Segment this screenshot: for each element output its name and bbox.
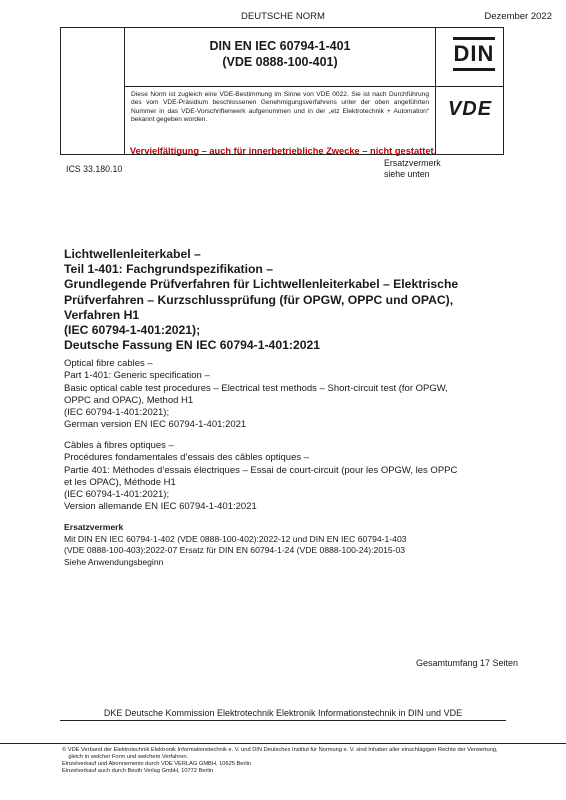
footer-line: Einzelverkauf und Abonnements durch VDE VERLAG GMBH, 10625 Berlin <box>62 761 252 768</box>
document-number-line1: DIN EN IEC 60794-1-401 <box>209 39 351 53</box>
title-fr-line: (IEC 60794-1-401:2021); <box>64 489 170 501</box>
ersatzvermerk-line: Mit DIN EN IEC 60794-1-402 (VDE 0888-100-402):2022-12 und DIN EN IEC 60794-1-403 <box>64 533 407 544</box>
ersatzvermerk-line: (VDE 0888-100-403):2022-07 Ersatz für DIN EN 60794-1-24 (VDE 0888-100-24):2015-03 <box>64 545 406 556</box>
title-fr-line: Procédures fondamentales d’essais des câbles optiques – <box>64 452 310 464</box>
vde-note: Diese Norm ist zugleich eine VDE-Bestimmung im Sinne von VDE 0022. Sie ist nach Durchführung des vom VDE-Präsidium beschlossenen Genehmigungsverfahrens unter der oben angeführten Nummer in das VDE-Vorschriftenwerk aufgenommen und in der „etz Elektrotechnik + Automation“ bekannt gegeben worden. <box>131 91 429 123</box>
footer-line: gleich in welcher Form und welchem Verfahren. <box>62 754 189 761</box>
title-fr-line: et les OPAC), Méthode H1 <box>64 476 176 488</box>
title-en-line: Part 1-401: Generic specification – <box>64 370 210 382</box>
copyright-footer <box>62 747 562 775</box>
box-divider-horizontal <box>124 86 503 87</box>
title-french <box>64 440 534 514</box>
dke-line: DKE Deutsche Kommission Elektrotechnik Elektronik Informationstechnik in DIN und VDE <box>103 708 463 718</box>
title-en-line: Basic optical cable test procedures – Electrical test methods – Short-circuit test (for OPGW, <box>64 382 448 394</box>
ics-code: ICS 33.180.10 <box>66 164 123 174</box>
norm-type: DEUTSCHE NORM <box>241 11 325 22</box>
din-logo <box>453 37 495 71</box>
title-de-line: Deutsche Fassung EN IEC 60794-1-401:2021 <box>64 338 321 353</box>
title-fr-line: Câbles à fibres optiques – <box>64 440 174 451</box>
ersatzvermerk-heading: Ersatzvermerk <box>64 522 124 532</box>
title-en-line: German version EN IEC 60794-1-401:2021 <box>64 419 247 431</box>
footer-line: © VDE Verband der Elektrotechnik Elektronik Informationstechnik e. V. und DIN Deutsches Institut für Normung e. V. sind Inhaber aller einschlägigen Rechte der Verwertung, <box>62 747 498 753</box>
copy-warning: Vervielfältigung – auch für innerbetriebliche Zwecke – nicht gestattet. <box>129 146 437 156</box>
ersatz-side-line: Ersatzvermerk <box>384 158 441 168</box>
title-en-line: (IEC 60794-1-401:2021); <box>64 407 170 419</box>
vde-logo: VDE <box>447 98 493 120</box>
ersatz-side-line: siehe unten <box>384 169 430 179</box>
footer-line: Einzelverkauf auch durch Beuth Verlag GmbH, 10772 Berlin <box>62 768 214 775</box>
title-de-line: Lichtwellenleiterkabel – <box>64 247 201 261</box>
divider <box>60 720 506 721</box>
total-pages: Gesamtumfang 17 Seiten <box>415 658 518 668</box>
din-logo-text: DIN <box>453 41 495 66</box>
ersatzvermerk-line: Siehe Anwendungsbeginn <box>64 556 164 567</box>
din-logo-top-bar <box>453 37 495 40</box>
title-fr-line: Partie 401: Méthodes d’essais électriques – Essai de court-circuit (pour les OPGW, les OPPC <box>64 464 458 476</box>
title-de-line: Grundlegende Prüfverfahren für Lichtwellenleiterkabel – Elektrische <box>64 277 459 292</box>
ersatz-side-note <box>384 158 441 180</box>
footer-divider <box>0 743 566 744</box>
publication-date: Dezember 2022 <box>484 11 552 22</box>
document-number <box>125 38 435 70</box>
title-de-line: Verfahren H1 <box>64 307 140 322</box>
title-en-line: OPPC and OPAC), Method H1 <box>64 394 194 406</box>
document-number-line2: (VDE 0888-100-401) <box>222 55 338 69</box>
ersatzvermerk-block <box>64 522 534 568</box>
title-english <box>64 358 534 432</box>
din-logo-bottom-bar <box>453 68 495 71</box>
title-de-line: Prüfverfahren – Kurzschlussprüfung (für OPGW, OPPC und OPAC), <box>64 292 454 307</box>
title-de-line: (IEC 60794-1-401:2021); <box>64 323 201 338</box>
title-german <box>64 247 534 353</box>
box-divider-right <box>435 28 436 154</box>
title-box <box>60 27 504 155</box>
title-de-line: Teil 1-401: Fachgrundspezifikation – <box>64 262 274 277</box>
title-en-line: Optical fibre cables – <box>64 358 153 369</box>
title-fr-line: Version allemande EN IEC 60794-1-401:2021 <box>64 501 257 513</box>
